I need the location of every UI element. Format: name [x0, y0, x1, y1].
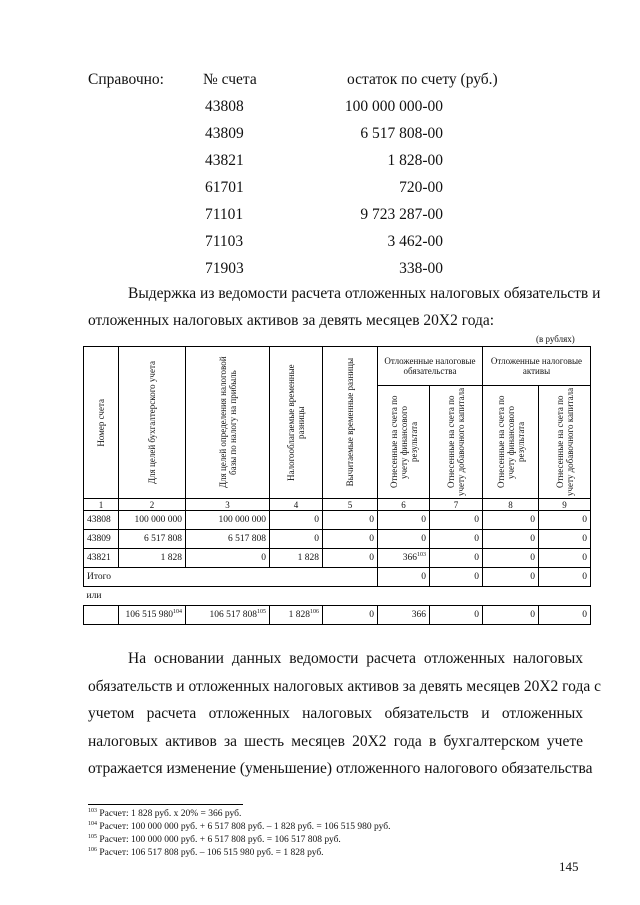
cell: 0 [270, 530, 323, 549]
cell: 100 000 000 [186, 511, 270, 530]
reference-account: 71101 [205, 206, 244, 223]
reference-balance: 3 462-00 [387, 233, 443, 250]
deferred-tax-table [83, 346, 591, 625]
idx-cell: 1 [84, 499, 119, 511]
reference-balance: 9 723 287-00 [360, 206, 443, 223]
cell: 6 517 808 [186, 530, 270, 549]
table-or-row [84, 587, 591, 606]
footnote-105: $^{105}$ Расчет: 100 000 000 руб. + 6 517 808 руб. = 106 517 808 руб. [88, 833, 341, 845]
table-index-row [84, 499, 591, 511]
reference-balance: 1 828-00 [387, 152, 443, 169]
cell: 0 [430, 606, 483, 625]
th-deductible-diff: Вычитаемые временные разницы [323, 347, 378, 499]
paragraph-line: На основании данных ведомости расчета отложенных налоговых [128, 650, 583, 667]
idx-cell: 9 [539, 499, 591, 511]
reference-row [0, 260, 640, 280]
cell: 366 [378, 606, 430, 625]
cell: 0 [378, 568, 430, 587]
footnote-104: $^{104}$ Расчет: 100 000 000 руб. + 6 517 808 руб. – 1 828 руб. = 106 515 980 руб. [88, 820, 391, 832]
reference-label: Справочно: [88, 71, 164, 88]
cell: 1 828 [119, 549, 186, 568]
th-asset-fin-result: Отнесенные на счета по учету финансового результата [483, 386, 539, 499]
th-liab-fin-result: Отнесенные на счета по учету финансового результата [378, 386, 430, 499]
reference-row [0, 125, 640, 145]
reference-balance: 100 000 000-00 [344, 98, 443, 115]
cell-with-footnote: 106 517 $808^{105}$ [186, 606, 270, 625]
reference-account: 43809 [205, 125, 244, 142]
cell: 0 [483, 606, 539, 625]
cell: 0 [430, 549, 483, 568]
reference-account: 43808 [205, 98, 244, 115]
cell: 0 [323, 530, 378, 549]
cell: 0 [483, 549, 539, 568]
reference-col-balance: остаток по счету (руб.) [347, 71, 498, 88]
paragraph-line: отражается изменение (уменьшение) отложенного налогового обязательства [88, 760, 593, 777]
reference-row [0, 206, 640, 226]
paragraph-line: налоговых активов за шесть месяцев 20Х2 года в бухгалтерском учете [88, 732, 583, 750]
paragraph-line: обязательств и отложенных налоговых активов за девять месяцев 20Х2 года с [88, 677, 601, 695]
body-paragraph [88, 645, 601, 783]
reference-col-account: № счета [203, 71, 257, 88]
idx-cell: 5 [323, 499, 378, 511]
cell: 0 [483, 530, 539, 549]
reference-account: 61701 [205, 179, 244, 196]
cell: 0 [483, 568, 539, 587]
table-total-row [84, 568, 591, 587]
th-account: Номер счета [84, 347, 119, 499]
reference-row [0, 98, 640, 118]
reference-account: 71103 [205, 233, 244, 250]
cell: 100 000 000 [119, 511, 186, 530]
cell-account: 43808 [84, 511, 119, 530]
cell: 0 [430, 511, 483, 530]
cell: 0 [378, 530, 430, 549]
footnote-separator [88, 804, 243, 805]
total-label: Итого [84, 568, 378, 587]
th-liab-add-capital: Отнесенные на счета по учету добавочного капитала [430, 386, 483, 499]
cell: 1 828 [270, 549, 323, 568]
cell: 0 [539, 549, 591, 568]
cell-empty [84, 606, 119, 625]
table-row [84, 511, 591, 530]
idx-cell: 4 [270, 499, 323, 511]
reference-balance: 338-00 [399, 260, 443, 277]
reference-row [0, 179, 640, 199]
table-header-row [84, 347, 591, 386]
reference-row [0, 152, 640, 172]
cell: 0 [378, 511, 430, 530]
cell: 0 [539, 606, 591, 625]
cell-account: 43809 [84, 530, 119, 549]
th-accounting: Для целей бухгалтерского учета [119, 347, 186, 499]
th-taxable-diff: Налогооблагаемые временные разницы [270, 347, 323, 499]
cell: 0 [483, 511, 539, 530]
cell: 0 [430, 568, 483, 587]
table-row [84, 530, 591, 549]
cell-with-footnote: 106 515 $980^{104}$ [119, 606, 186, 625]
table-units: (в рублях) [536, 334, 575, 344]
idx-cell: 6 [378, 499, 430, 511]
section-heading [88, 280, 601, 334]
cell: 6 517 808 [119, 530, 186, 549]
reference-balance: 720-00 [399, 179, 443, 196]
th-deferred-liabilities: Отложенные налоговые обязательства [378, 347, 483, 386]
footnote-103: $^{103}$ Расчет: 1 828 руб. х 20% = 366 руб. [88, 807, 242, 819]
idx-cell: 8 [483, 499, 539, 511]
heading-line-2: отложенных налоговых активов за девять месяцев 20Х2 года: [88, 312, 495, 329]
cell: 0 [323, 511, 378, 530]
table-row [84, 549, 591, 568]
cell: 0 [539, 530, 591, 549]
th-tax-base: Для целей определения налоговой базы по налогу на прибыль [186, 347, 270, 499]
reference-row [0, 233, 640, 253]
idx-cell: 7 [430, 499, 483, 511]
idx-cell: 3 [186, 499, 270, 511]
cell: 0 [186, 549, 270, 568]
cell-account: 43821 [84, 549, 119, 568]
cell: 0 [539, 568, 591, 587]
cell: 0 [323, 549, 378, 568]
reference-balance: 6 517 808-00 [360, 125, 443, 142]
paragraph-line: учетом расчета отложенных налоговых обязательств и отложенных [88, 705, 583, 722]
cell: 0 [539, 511, 591, 530]
cell-with-footnote: 1 $828^{106}$ [270, 606, 323, 625]
heading-line-1: Выдержка из ведомости расчета отложенных налоговых обязательств и [128, 285, 601, 302]
cell: 0 [430, 530, 483, 549]
or-label: или [84, 587, 591, 606]
table-alt-row [84, 606, 591, 625]
cell: 0 [270, 511, 323, 530]
th-asset-add-capital: Отнесенные на счета по учету добавочного капитала [539, 386, 591, 499]
cell-with-footnote: $366^{103}$ [378, 549, 430, 568]
reference-header-row [0, 71, 640, 91]
reference-account: 43821 [205, 152, 244, 169]
idx-cell: 2 [119, 499, 186, 511]
reference-account: 71903 [205, 260, 244, 277]
th-deferred-assets: Отложенные налоговые активы [483, 347, 591, 386]
cell: 0 [323, 606, 378, 625]
page-number: 145 [559, 859, 579, 874]
footnote-106: $^{106}$ Расчет: 106 517 808 руб. – 106 515 980 руб. = 1 828 руб. [88, 846, 324, 858]
